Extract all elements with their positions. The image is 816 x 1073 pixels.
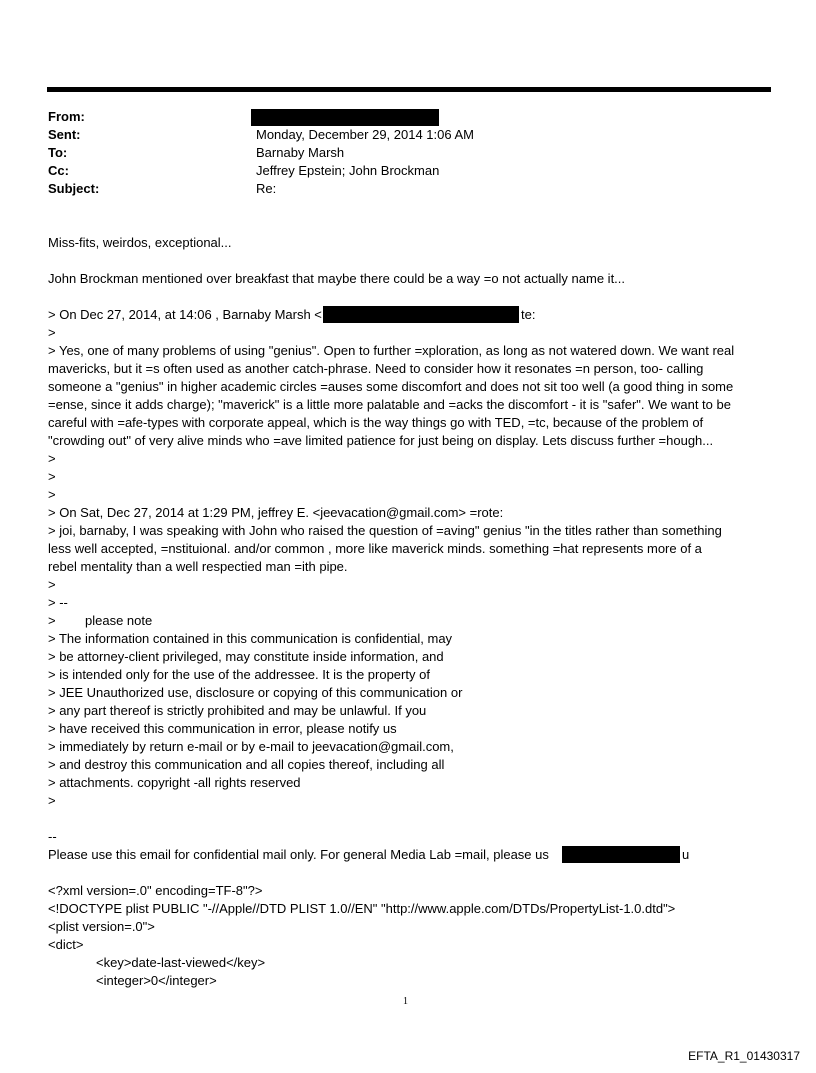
body-line: careful with =afe-types with corporate appeal, which is the way things go with TED, =tc, because of the problem of xyxy=(48,415,704,430)
disclaimer-line: > any part thereof is strictly prohibited and may be unlawful. If you xyxy=(48,703,427,718)
body-line: > -- xyxy=(48,595,68,610)
signature-separator: -- xyxy=(48,829,57,844)
disclaimer-line: > JEE Unauthorized use, disclosure or copying of this communication or xyxy=(48,685,463,700)
page-number: 1 xyxy=(403,996,408,1007)
redaction-from xyxy=(251,109,439,126)
cc-value: Jeffrey Epstein; John Brockman xyxy=(256,163,440,178)
document-id: EFTA_R1_01430317 xyxy=(688,1049,800,1063)
xml-line: <plist version=.0"> xyxy=(48,919,155,934)
xml-line: <?xml version=.0" encoding=TF-8"?> xyxy=(48,883,263,898)
body-line: rebel mentality than a well respectied man =ith pipe. xyxy=(48,559,348,574)
body-line: > xyxy=(48,451,56,466)
body-line: mavericks, but it =s often used as another catch-phrase. Need to consider how it resonates =n person, too- calling xyxy=(48,361,704,376)
cc-label: Cc: xyxy=(48,163,69,178)
to-label: To: xyxy=(48,145,68,160)
body-line: > xyxy=(48,793,56,808)
xml-line: <integer>0</integer> xyxy=(96,973,217,988)
signature-tail: u xyxy=(682,847,690,862)
body-line: > Yes, one of many problems of using "genius". Open to further =xploration, as long as not watered down. We want real xyxy=(48,343,735,358)
disclaimer-line: > The information contained in this communication is confidential, may xyxy=(48,631,453,646)
body-line: > xyxy=(48,613,56,628)
subject-label: Subject: xyxy=(48,181,100,196)
quote-header-tail: te: xyxy=(521,307,536,322)
body-line: John Brockman mentioned over breakfast that maybe there could be a way =o not actually name it... xyxy=(48,271,626,286)
body-line: > xyxy=(48,577,56,592)
disclaimer-line: > be attorney-client privileged, may constitute inside information, and xyxy=(48,649,444,664)
body-line: > xyxy=(48,325,56,340)
redaction-signature xyxy=(562,846,680,863)
quote-header-line: > On Dec 27, 2014, at 14:06 , Barnaby Marsh < xyxy=(48,307,322,322)
xml-line: <!DOCTYPE plist PUBLIC "-//Apple//DTD PLIST 1.0//EN" "http://www.apple.com/DTDs/PropertyList-1.0.dtd"> xyxy=(48,901,676,916)
sent-label: Sent: xyxy=(48,127,81,142)
body-line: Miss-fits, weirdos, exceptional... xyxy=(48,235,232,250)
body-line: "crowding out" of very alive minds who =ave limited patience for just being on display. Lets discuss further =hough... xyxy=(48,433,714,448)
body-line: =ense, since it adds charge); "maverick" is a little more palatable and =acks the discomfort - it is "safer". We want to be xyxy=(48,397,731,412)
to-value: Barnaby Marsh xyxy=(256,145,345,160)
signature-line: Please use this email for confidential mail only. For general Media Lab =mail, please us xyxy=(48,847,549,862)
disclaimer-line: > have received this communication in error, please notify us xyxy=(48,721,397,736)
body-line: > xyxy=(48,469,56,484)
subject-value: Re: xyxy=(256,181,277,196)
disclaimer-line: > is intended only for the use of the addressee. It is the property of xyxy=(48,667,430,682)
redaction-email xyxy=(323,306,519,323)
xml-line: <dict> xyxy=(48,937,84,952)
from-label: From: xyxy=(48,109,85,124)
header-rule xyxy=(47,87,771,92)
disclaimer-line: > immediately by return e-mail or by e-mail to jeevacation@gmail.com, xyxy=(48,739,454,754)
disclaimer-line: > and destroy this communication and all copies thereof, including all xyxy=(48,757,445,772)
please-note: please note xyxy=(85,613,153,628)
body-line: less well accepted, =nstituional. and/or common , more like maverick minds. something =hat represents more of a xyxy=(48,541,702,556)
body-line: > joi, barnaby, I was speaking with John who raised the question of =aving" genius "in the titles rather than something xyxy=(48,523,722,538)
xml-line: <key>date-last-viewed</key> xyxy=(96,955,266,970)
body-line: someone a "genius" in higher academic circles =auses some discomfort and does not sit too well (a good thing in some xyxy=(48,379,734,394)
disclaimer-line: > attachments. copyright -all rights reserved xyxy=(48,775,301,790)
sent-value: Monday, December 29, 2014 1:06 AM xyxy=(256,127,474,142)
body-line: > xyxy=(48,487,56,502)
body-line: > On Sat, Dec 27, 2014 at 1:29 PM, jeffrey E. <jeevacation@gmail.com> =rote: xyxy=(48,505,504,520)
